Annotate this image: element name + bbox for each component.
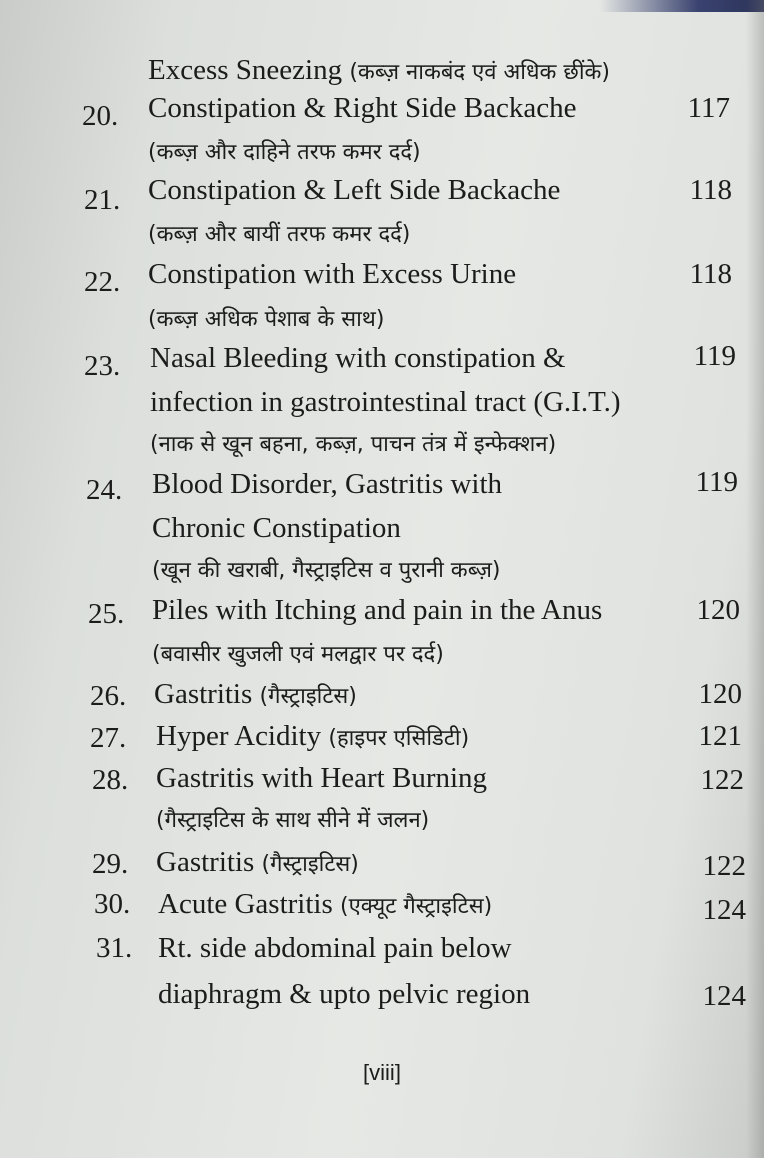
toc-number: 20. (82, 100, 119, 132)
toc-title-hindi: (गैस्ट्राइटिस) (261, 852, 359, 877)
toc-title-english: Hyper Acidity (156, 720, 322, 752)
toc-hindi-title: (खून की खराबी, गैस्ट्राइटिस व पुरानी कब्ज़) (152, 558, 501, 583)
toc-title: Rt. side abdominal pain below (158, 932, 512, 964)
toc-title: Constipation & Left Side Backache (148, 174, 561, 206)
toc-title-continued: diaphragm & upto pelvic region (158, 978, 531, 1010)
toc-number: 31. (96, 932, 133, 964)
toc-page-number: 120 (696, 594, 740, 626)
toc-title-english: Acute Gastritis (158, 888, 333, 920)
toc-number: 23. (84, 350, 121, 382)
toc-title: Nasal Bleeding with constipation & (150, 342, 566, 374)
toc-title: Piles with Itching and pain in the Anus (152, 594, 603, 626)
toc-page-number: 120 (698, 678, 742, 710)
toc-number: 29. (92, 848, 129, 880)
toc-hindi-title: (बवासीर खुजली एवं मलद्वार पर दर्द) (152, 642, 444, 667)
toc-number: 26. (90, 680, 127, 712)
toc-page-number: 119 (693, 340, 736, 372)
toc-number: 27. (90, 722, 127, 754)
toc-title (156, 718, 469, 757)
toc-number: 24. (86, 474, 123, 506)
toc-page-number: 124 (702, 894, 746, 926)
toc-page-number: 121 (698, 720, 742, 752)
toc-hindi-title: (कब्ज़ और दाहिने तरफ कमर दर्द) (148, 140, 421, 165)
toc-title-continued: infection in gastrointestinal tract (G.I.T.) (150, 386, 621, 418)
toc-title: Constipation with Excess Urine (148, 258, 517, 290)
toc-page-number: 118 (689, 258, 732, 290)
toc-continuation-hindi: (कब्ज़ नाकबंद एवं अधिक छींके) (349, 60, 610, 85)
toc-page-number: 124 (702, 980, 746, 1012)
toc-page-number: 122 (702, 850, 746, 882)
toc-page-number: 118 (689, 174, 732, 206)
toc-page-number: 117 (687, 92, 730, 124)
toc-hindi-title: (कब्ज़ और बायीं तरफ कमर दर्द) (148, 222, 411, 247)
toc-title (154, 676, 357, 715)
toc-number: 30. (94, 888, 131, 920)
toc-hindi-title: (कब्ज़ अधिक पेशाब के साथ) (148, 307, 385, 332)
toc-number: 22. (84, 266, 121, 298)
toc-hindi-title: (गैस्ट्राइटिस के साथ सीने में जलन) (156, 808, 430, 833)
toc-title: Constipation & Right Side Backache (148, 92, 577, 124)
toc-number: 28. (92, 764, 129, 796)
toc-hindi-title: (नाक से खून बहना, कब्ज़, पाचन तंत्र में इन्फेक्शन) (150, 432, 557, 457)
toc-title-hindi: (हाइपर एसिडिटी) (328, 726, 470, 751)
toc-title: Gastritis with Heart Burning (156, 762, 488, 794)
toc-title-hindi: (गैस्ट्राइटिस) (259, 684, 357, 709)
toc-continuation (148, 52, 610, 91)
toc-number: 25. (88, 598, 125, 630)
toc-continuation-english: Excess Sneezing (148, 54, 343, 86)
toc-title-continued: Chronic Constipation (152, 512, 401, 544)
toc-title-english: Gastritis (154, 678, 253, 710)
toc-page-number: 119 (695, 466, 738, 498)
toc-title: Blood Disorder, Gastritis with (152, 468, 503, 500)
toc-page-number: 122 (700, 764, 744, 796)
toc-number: 21. (84, 184, 121, 216)
toc-title-hindi: (एक्यूट गैस्ट्राइटिस) (340, 894, 493, 919)
toc-title (158, 886, 492, 925)
page-footer-number: [viii] (363, 1060, 401, 1085)
toc-title-english: Gastritis (156, 846, 255, 878)
toc-title (156, 844, 359, 883)
